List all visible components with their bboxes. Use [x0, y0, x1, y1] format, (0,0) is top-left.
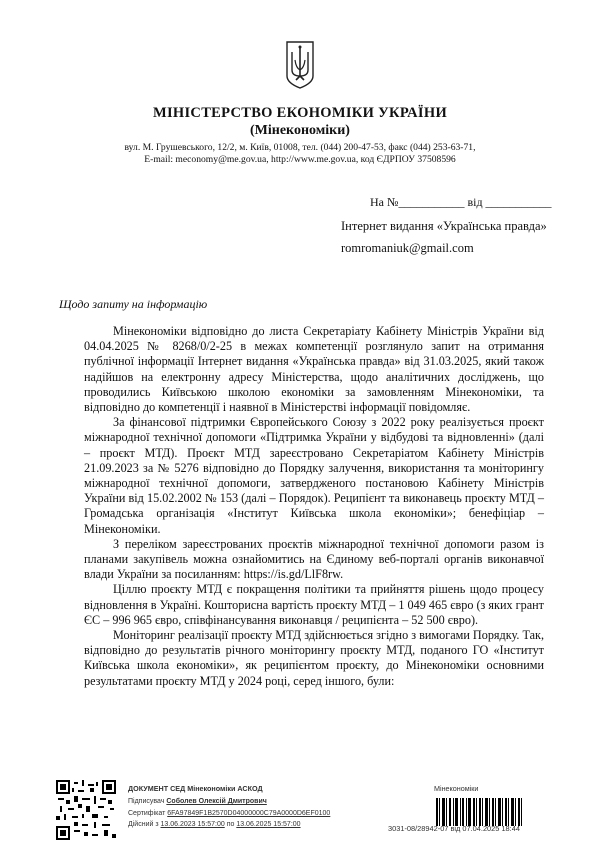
letter-body: [84, 324, 544, 689]
certificate-value: 6FA97849F1B2570D04000000C79A0000D6EF0100: [167, 810, 331, 817]
paragraph: З переліком зареєстрованих проєктів міжнародної технічної допомоги разом із планами закупівель можна ознайомитись на Єдиному веб-порталі органів виконавчої влади України за посиланням: https://is.gd/LlF8rw.: [84, 536, 544, 582]
signer-line: [128, 798, 267, 805]
registration-number: 3031-08/28942-07 від 07.04.2025 18:44: [388, 824, 520, 833]
certificate-line: [128, 810, 330, 817]
valid-from: 13.06.2023 15:57:00: [160, 821, 225, 828]
signer-name: Соболев Олексій Дмитрович: [166, 798, 267, 805]
ministry-short-name: (Мінекономіки): [250, 123, 350, 138]
validity-label: Дійсний з: [128, 821, 159, 828]
paragraph: Ціллю проєкту МТД є покращення політики та прийняття рішень щодо процесу відновлення в Україні. Кошторисна вартість проєкту МТД – 1 049 465 євро (з яких грант ЄС – 996 965 євро, співфінансування виконавця / реципієнта – 52 500 євро).: [84, 582, 544, 627]
validity-to-label: по: [226, 821, 235, 828]
paragraph: Мінекономіки відповідно до листа Секретаріату Кабінету Міністрів України від 04.04.2025 № 8268/0/2-25 в межах компетенції розглянуло запит на отримання публічної інформації Інтернет видання «Українська правда» від 31.03.2025, який також надійшов на електронну адресу Міністерства, щодо аналітичних досліджень, що проводились Київською школою економіки за замовленням Мінекономіки, та відповідно до компетенції і наявної в Міністерстві інформації повідомляє.: [84, 324, 544, 415]
doc-system-label: ДОКУМЕНТ СЕД Мінекономіки АСКОД: [128, 784, 263, 793]
certificate-label: Сертифікат: [128, 810, 166, 817]
org-label: Мінекономіки: [434, 784, 479, 793]
tryzub-icon: [284, 40, 316, 90]
subject-line: Щодо запиту на інформацію: [59, 297, 208, 311]
reference-line: На №___________ від ___________: [370, 195, 552, 209]
valid-to: 13.06.2025 15:57:00: [236, 821, 301, 828]
validity-line: [128, 821, 301, 828]
recipient-name: Інтернет видання «Українська правда»: [341, 219, 547, 233]
contact-line: E-mail: meconomy@me.gov.ua, http://www.me.gov.ua, код ЄДРПОУ 37508596: [144, 154, 456, 165]
qr-code: [56, 780, 116, 840]
paragraph: За фінансової підтримки Європейського Союзу з 2022 року реалізується проєкт міжнародної технічної допомоги «Підтримка України у відбудові та відновленні» (далі – проєкт МТД). Проєкт МТД зареєстровано Секретаріатом Кабінету Міністрів 21.09.2023 за № 5276 відповідно до Порядку залучення, використання та моніторингу міжнародної технічної допомоги, затвердженого постановою Кабінету Міністрів України від 15.02.2002 № 153 (далі – Порядок). Реципієнт та виконавець проєкту МТД – Громадська організація «Інститут Київська школа економіки»; бенефіціар – Мінекономіки.: [84, 415, 544, 536]
barcode: [436, 798, 522, 826]
ministry-title: МІНІСТЕРСТВО ЕКОНОМІКИ УКРАЇНИ: [152, 105, 448, 121]
paragraph: Моніторинг реалізації проєкту МТД здійснюється згідно з вимогами Порядку. Так, відповідно до результатів річного моніторингу проєкту МТД, поданого ГО «Інститут Київська школа економіки», як реципієнтом проєкту, до Мінекономіки основними результатами проєкту МТД у 2024 році, серед іншого, були:: [84, 628, 544, 688]
address-line: вул. М. Грушевського, 12/2, м. Київ, 01008, тел. (044) 200-47-53, факс (044) 253-63-71,: [124, 142, 476, 153]
signer-label: Підписувач: [128, 798, 165, 805]
recipient-email: romromaniuk@gmail.com: [341, 241, 474, 255]
